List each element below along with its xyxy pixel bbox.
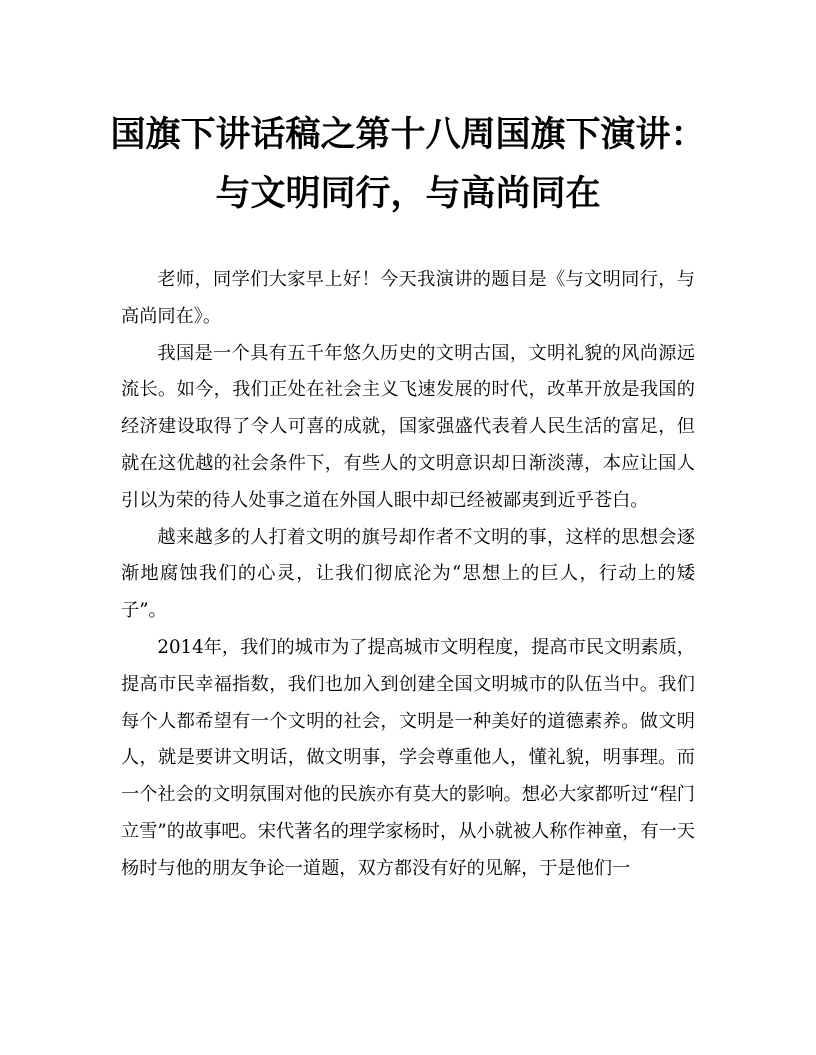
- paragraph-civilized-city: 2014年，我们的城市为了提高城市文明程度，提高市民文明素质，提高市民幸福指数，我们也加入到创建全国文明城市的队伍当中。我们每个人都希望有一个文明的社会，文明是一种美好的道德素养。做文明人，就是要讲文明话，做文明事，学会尊重他人，懂礼貌，明事理。而一个社会的文明氛围对他的民族亦有莫大的影响。想必大家都听过“程门立雪”的故事吧。宋代著名的理学家杨时，从小就被人称作神童，有一天杨时与他的朋友争论一道题，双方都没有好的见解，于是他们一: [121, 636, 695, 879]
- paragraph-greeting: 老师，同学们大家早上好！今天我演讲的题目是《与文明同行，与高尚同在》。: [121, 269, 695, 327]
- document-title-line-2: 与文明同行，与高尚同在: [215, 173, 601, 214]
- document-title-line-1: 国旗下讲话稿之第十八周国旗下演讲：: [110, 114, 706, 155]
- document-body: [121, 262, 695, 888]
- paragraph-history: 我国是一个具有五千年悠久历史的文明古国，文明礼貌的风尚源远流长。如今，我们正处在社会主义飞速发展的时代，改革开放是我国的经济建设取得了令人可喜的成就，国家强盛代表着人民生活的富足，但就在这优越的社会条件下，有些人的文明意识却日渐淡薄，本应让国人引以为荣的待人处事之道在外国人眼中却已经被鄙夷到近乎苍白。: [121, 342, 695, 511]
- paragraph-hypocrisy: 越来越多的人打着文明的旗号却作者不文明的事，这样的思想会逐渐地腐蚀我们的心灵，让我们彻底沦为“思想上的巨人，行动上的矮子”。: [121, 526, 695, 622]
